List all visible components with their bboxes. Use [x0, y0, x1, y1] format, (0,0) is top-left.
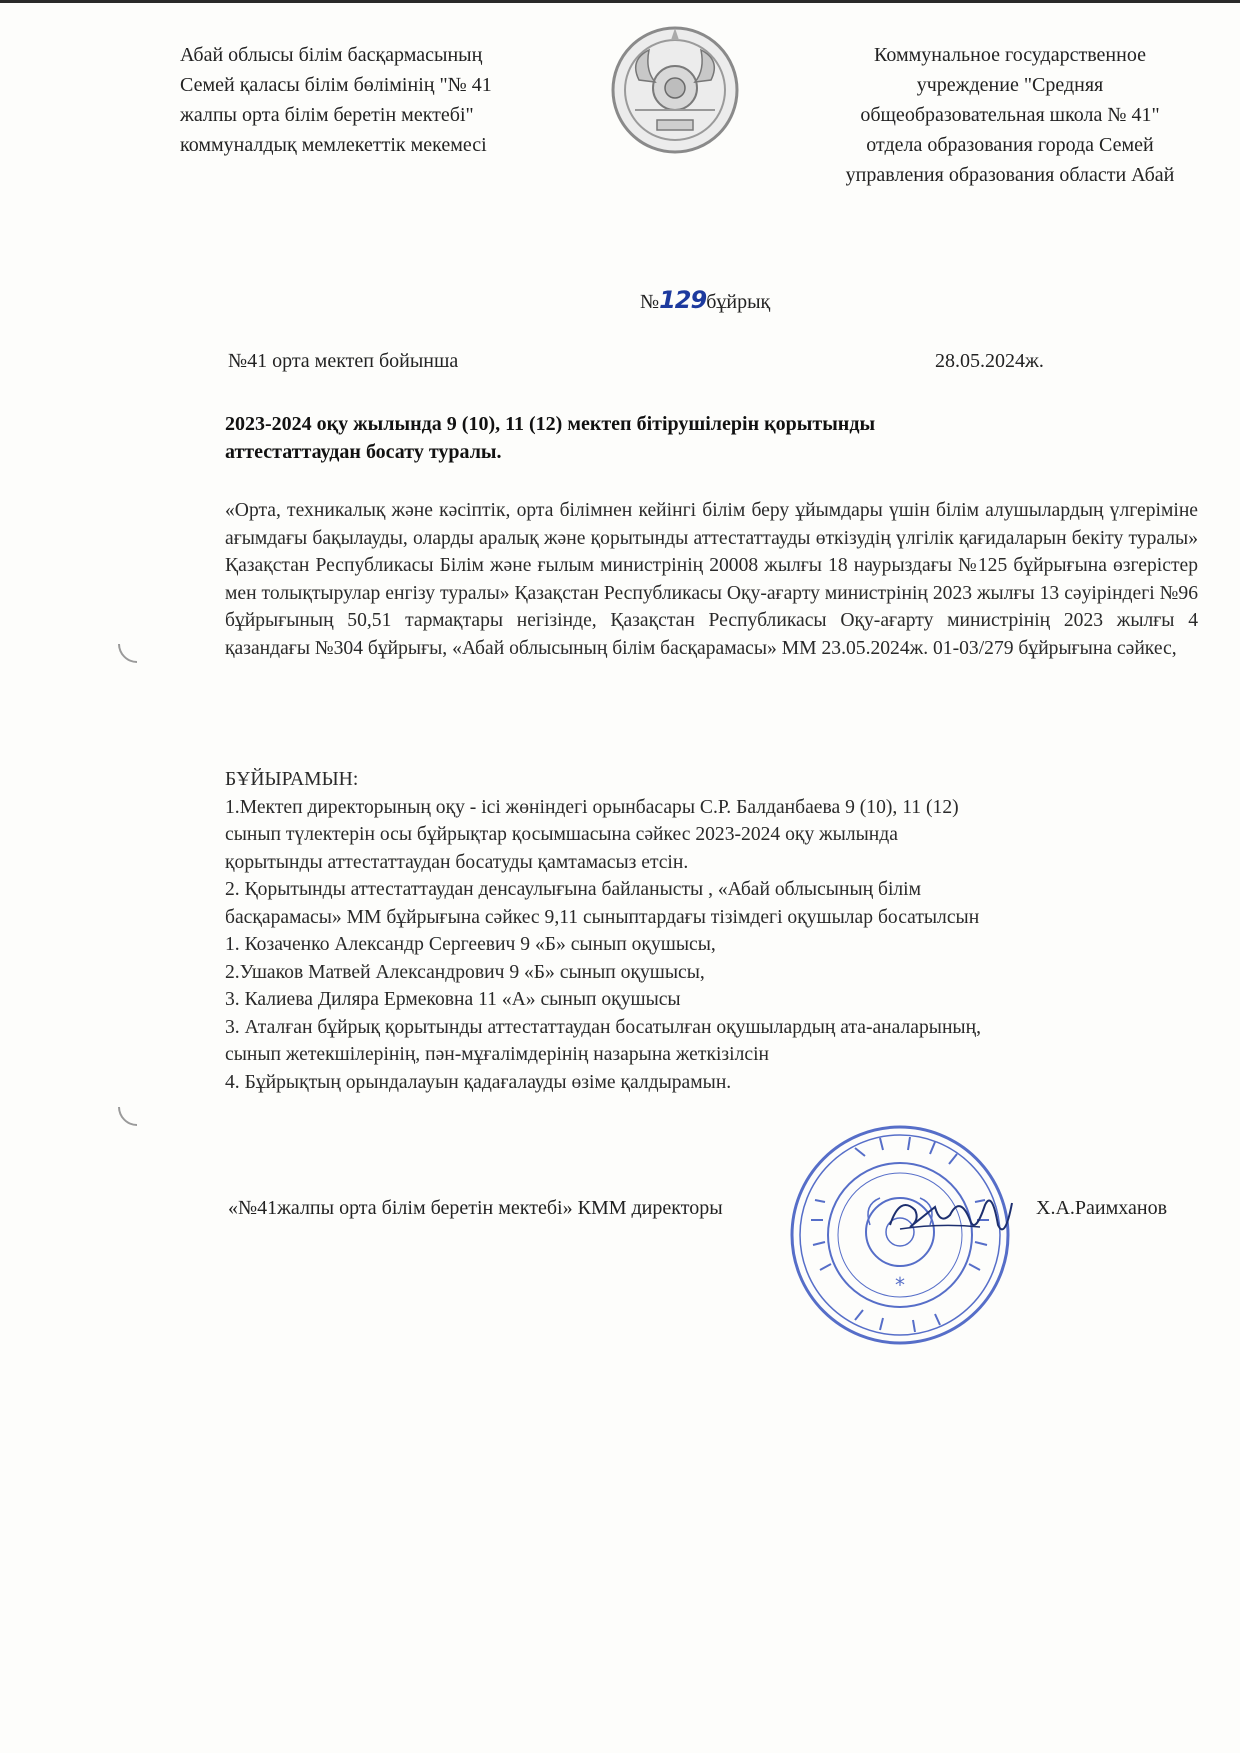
order-number-prefix: №	[640, 291, 660, 313]
header-left-line: Семей қаласы білім бөлімінің "№ 41	[180, 74, 492, 96]
order-line: 4. Бұйрықтың орындалауын қадағалауды өзіме қалдырамын.	[225, 1071, 732, 1093]
punch-hole-mark	[110, 1080, 164, 1134]
header-right-line: общеобразовательная школа № 41"	[860, 104, 1160, 126]
subject-line: 2023-2024 оқу жылында 9 (10), 11 (12) мектеп бітірушілерін қорытынды	[225, 413, 876, 435]
header-left-line: жалпы орта білім беретін мектебі"	[180, 104, 474, 126]
order-date: 28.05.2024ж.	[935, 350, 1044, 372]
order-line: 2.Ушаков Матвей Александрович 9 «Б» сынып оқушысы,	[225, 961, 705, 983]
signatory-name: Х.А.Раимханов	[1036, 1197, 1168, 1219]
header-left-line: Абай облысы білім басқармасының	[180, 44, 483, 66]
order-line: сынып жетекшілерінің, пән-мұғалімдерінің назарына жеткізілсін	[225, 1044, 769, 1065]
order-title	[640, 286, 770, 314]
header-right-line: отдела образования города Семей	[866, 134, 1154, 156]
order-items	[225, 766, 1215, 1096]
order-line: 3. Аталған бұйрық қорытынды аттестаттаудан босатылған оқушылардың ата-аналарының,	[225, 1016, 981, 1038]
order-place: №41 орта мектеп бойынша	[228, 350, 459, 372]
order-line: қорытынды аттестаттаудан босатуды қамтамасыз етсін.	[225, 851, 689, 873]
header-russian	[800, 40, 1220, 190]
header-kazakh	[180, 40, 600, 160]
order-title-word: бұйрық	[706, 291, 771, 313]
header-right-line: управления образования области Абай	[845, 164, 1175, 186]
preamble	[225, 497, 1198, 662]
order-subject	[225, 410, 1125, 466]
svg-text:*: *	[895, 1273, 905, 1297]
scan-top-edge	[0, 0, 1240, 3]
preamble-text: «Орта, техникалық және кәсіптік, орта білімнен кейінгі білім беру ұйымдары үшін білім алушылардың үлгеріміне ағымдағы бақылауды, оларды аралық және қорытынды аттестаттауды өткізудің үлгілік қағидаларын бекіту туралы» Қазақстан Республикасы Білім және ғылым министрінің 20008 жылғы 18 наурыздағы №125 бұйрығына өзгерістер мен толықтырулар енгізу туралы» Қазақстан Республикасы Оқу-ағарту министрінің 2023 жылғы 13 сәуіріндегі №96 бұйрығының 50,51 тармақтары негізінде, Қазақстан Республикасы Оқу-ағарту министрінің 2023 жылғы 4 қазандағы №304 бұйрығы, «Абай облысының білім басқарамасы» ММ 23.05.2024ж. 01-03/279 бұйрығына сәйкес,	[225, 500, 1198, 659]
header-right-line: учреждение "Средняя	[916, 74, 1104, 96]
header-left-line: коммуналдық мемлекеттік мекемесі	[180, 134, 487, 156]
order-line: 1.Мектеп директорының оқу - ісі жөніндегі орынбасары С.Р. Балданбаева 9 (10), 11 (12)	[225, 796, 959, 818]
signatory-position: «№41жалпы орта білім беретін мектебі» КММ директоры	[228, 1197, 723, 1219]
punch-hole-mark	[110, 617, 164, 671]
order-number-handwritten: 129	[659, 286, 707, 314]
order-line: 2. Қорытынды аттестаттаудан денсаулығына байланысты , «Абай облысының білім	[225, 879, 922, 900]
header-right-line: Коммунальное государственное	[874, 44, 1146, 66]
handwritten-signature-icon	[880, 1185, 1020, 1245]
state-emblem-icon	[605, 20, 745, 160]
order-line: 3. Калиева Диляра Ермековна 11 «А» сынып оқушысы	[225, 989, 681, 1010]
order-line: басқарамасы» ММ бұйрығына сәйкес 9,11 сыныптардағы тізімдегі оқушылар босатылсын	[225, 906, 980, 928]
subject-line: аттестаттаудан босату туралы.	[225, 441, 502, 463]
order-line: БҰЙЫРАМЫН:	[225, 769, 359, 790]
order-line: 1. Козаченко Александр Сергеевич 9 «Б» сынып оқушысы,	[225, 934, 716, 955]
order-line: сынып түлектерін осы бұйрықтар қосымшасына сәйкес 2023-2024 оқу жылында	[225, 824, 898, 845]
